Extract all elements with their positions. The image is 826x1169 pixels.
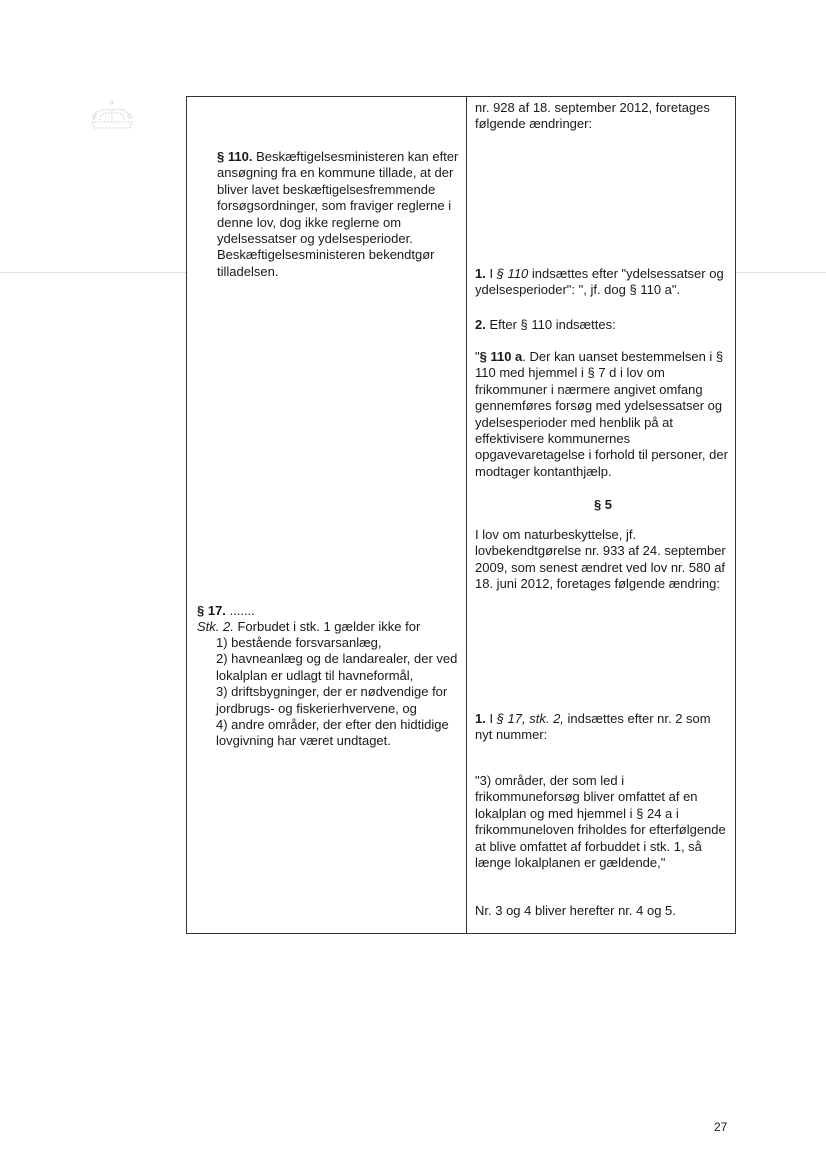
scan-line-left: [0, 272, 186, 273]
renumbering-text: Nr. 3 og 4 bliver herefter nr. 4 og 5.: [475, 903, 676, 918]
exemption-list: [197, 635, 459, 750]
crown-emblem-icon: [86, 98, 138, 134]
page-number: 27: [714, 1120, 728, 1134]
section-5-intro: I lov om naturbeskyttelse, jf. lovbekendtgørelse nr. 933 af 24. september 2009, som senest ændret ved lov nr. 580 af 18. juni 2012, foretages følgende ændring:: [475, 527, 726, 592]
stk-2-text: Stk. 2. Forbudet i stk. 1 gælder ikke for: [197, 619, 421, 634]
scan-line-right: [736, 272, 826, 273]
list-item: 2) havneanlæg og de landarealer, der ved lokalplan er udlagt til havneformål,: [216, 651, 458, 683]
list-item: 1) bestående forsvarsanlæg,: [216, 635, 382, 650]
amendment-1-text: 1. I § 110 indsættes efter "ydelsessatser og ydelsesperioder": ", jf. dog § 110 a".: [475, 266, 724, 298]
amendment-nature-1-text: 1. I § 17, stk. 2, indsættes efter nr. 2 som nyt nummer:: [475, 711, 711, 743]
section-110-text: § 110. Beskæftigelsesministeren kan efter ansøgning fra en kommune tillade, at der bliver lavet beskæftigelsesfremmende forsøgsordninger, som fraviger reglerne i denne lov, dog ikke reglerne om ydelsessatser og ydelsesperioder. Beskæftigelsesministeren bekendtgør tilladelsen.: [217, 149, 459, 279]
section-17-heading: § 17. .......: [197, 603, 255, 618]
section-110a-quote: "§ 110 a. Der kan uanset bestemmelsen i § 110 med hjemmel i § 7 d i lov om frikommuner i nærmere angivet omfang gennemføres forsøg med ydelsessatser og ydelsesperioder med henblik på at effektivisere kommunernes opgavevaretagelse i forhold til personer, der modtager kontanthjælp.: [475, 349, 728, 479]
amendment-2-text: 2. Efter § 110 indsættes:: [475, 317, 616, 332]
amendment-table: [186, 96, 736, 934]
list-item: 3) driftsbygninger, der er nødvendige for jordbrugs- og fiskerierhvervene, og: [216, 684, 448, 716]
list-item: 4) andre områder, der efter den hidtidige lovgivning har været undtaget.: [216, 717, 449, 749]
law-intro-text: nr. 928 af 18. september 2012, foretages følgende ændringer:: [475, 100, 710, 132]
new-number-quote: "3) områder, der som led i frikommuneforsøg bliver omfattet af en lokalplan og med hjemmel i § 24 a i frikommuneloven friholdes for efterfølgende at blive omfattet af forbuddet i stk. 1, så længe lokalplanen er gældende,": [475, 773, 726, 871]
section-5-heading: § 5: [593, 497, 613, 512]
